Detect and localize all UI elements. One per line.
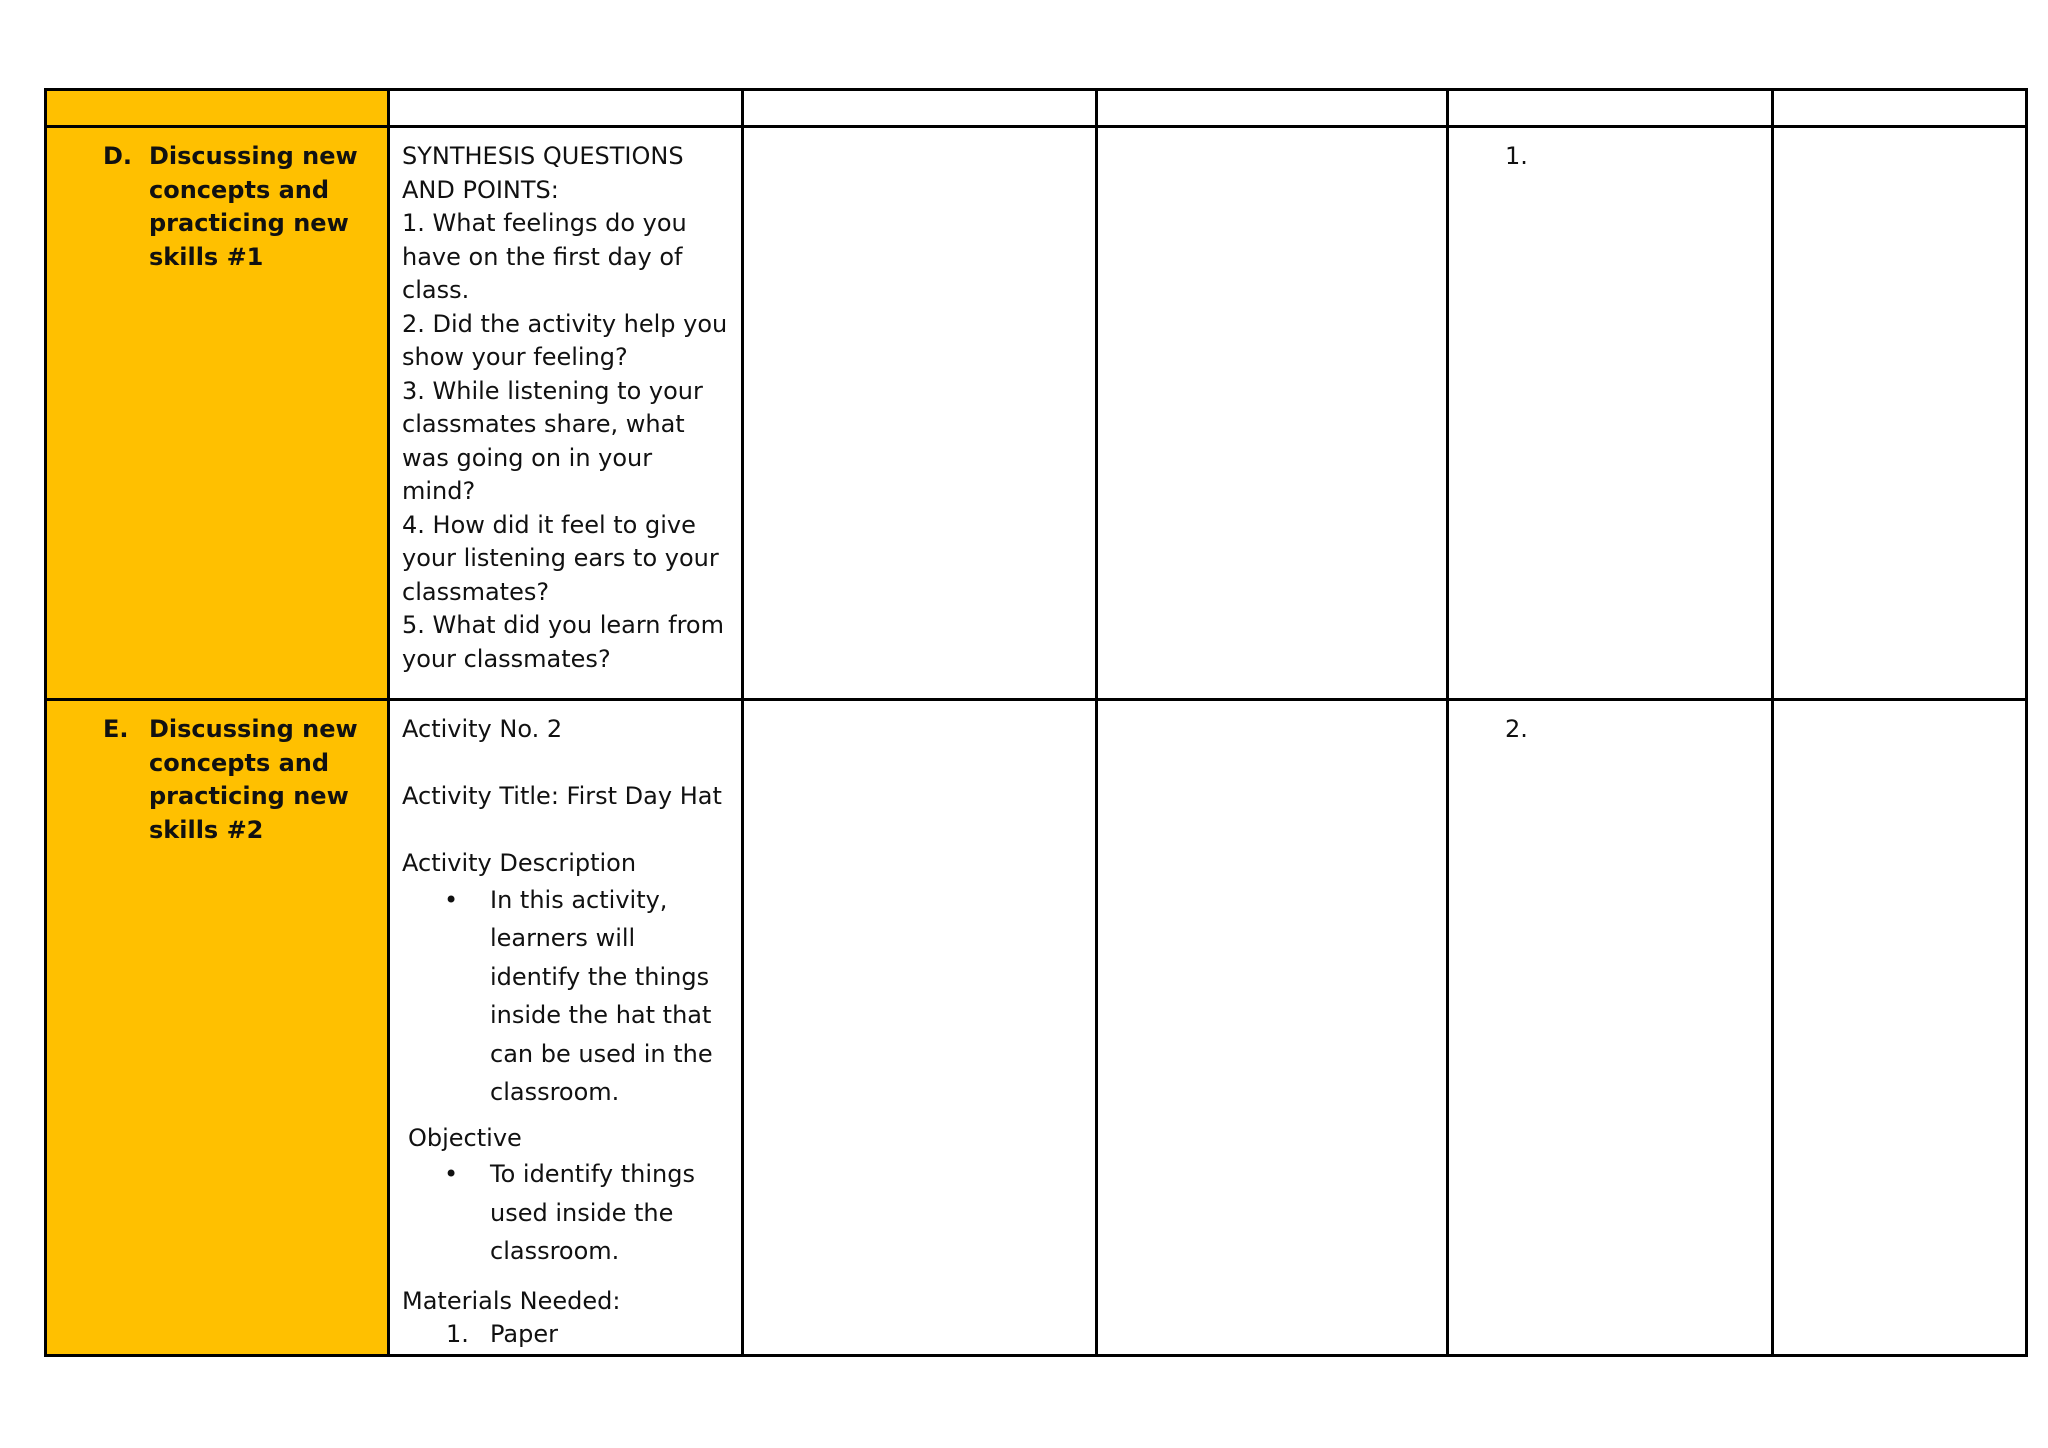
phase-title: Discussing new concepts and practicing new skills #1 (149, 142, 358, 271)
header-cell (743, 90, 1097, 127)
content-line: 3. While listening to your classmates share, what was going on in your mind? (402, 376, 703, 505)
phase-label (47, 701, 387, 847)
content-line: 2. Did the activity help you show your feeling? (402, 309, 728, 371)
phase-cell (46, 127, 389, 700)
header-cell (46, 90, 389, 127)
bullet-icon: • (444, 885, 459, 914)
phase-letter: D. (103, 142, 133, 170)
list-item (402, 1155, 731, 1271)
content-line: 1. What feelings do you have on the first day of class. (402, 209, 687, 304)
objective-list (402, 1155, 731, 1271)
item-number: 1. (1505, 142, 1528, 170)
material-item: Paper (490, 1320, 558, 1348)
lesson-plan-table (44, 88, 2028, 1357)
objective-text: To identify things used inside the classroom. (490, 1160, 695, 1265)
empty-cell (743, 127, 1097, 700)
phase-title: Discussing new concepts and practicing new skills #2 (149, 715, 358, 844)
materials-label: Materials Needed: (402, 1286, 621, 1315)
activity-title: Activity Title: First Day Hat (402, 782, 722, 810)
description-label: Activity Description (402, 849, 637, 877)
bullet-icon: • (444, 1160, 459, 1188)
header-cell (1773, 90, 2027, 127)
phase-cell (46, 700, 389, 1356)
empty-cell (1773, 127, 2027, 700)
empty-cell (1773, 700, 2027, 1356)
content-line: AND POINTS: (402, 175, 559, 204)
list-item (402, 1318, 731, 1352)
table-row (46, 700, 2027, 1356)
description-list (402, 881, 731, 1112)
header-cell (1448, 90, 1773, 127)
header-row (46, 90, 2027, 127)
content-line: 5. What did you learn from your classmates? (402, 611, 724, 673)
header-cell (389, 90, 743, 127)
objective-label: Objective (408, 1123, 522, 1152)
empty-cell (1097, 700, 1448, 1356)
table-row (46, 127, 2027, 700)
content-line: SYNTHESIS QUESTIONS (402, 142, 684, 170)
activity-number: Activity No. 2 (402, 715, 563, 743)
materials-list (402, 1318, 731, 1352)
phase-label (47, 128, 387, 274)
numbered-cell (1448, 127, 1773, 700)
phase-letter: E. (103, 715, 129, 743)
content-cell (389, 127, 743, 700)
numbered-cell (1448, 700, 1773, 1356)
empty-cell (1097, 127, 1448, 700)
empty-cell (743, 700, 1097, 1356)
content-cell (389, 700, 743, 1356)
list-number: 1. (446, 1320, 469, 1348)
content-line: 4. How did it feel to give your listening ears to your classmates? (402, 510, 719, 606)
header-cell (1097, 90, 1448, 127)
description-text: In this activity, learners will identify the things inside the hat that can be used in the classroom. (490, 885, 713, 1106)
list-item (402, 881, 731, 1112)
item-number: 2. (1505, 715, 1528, 743)
